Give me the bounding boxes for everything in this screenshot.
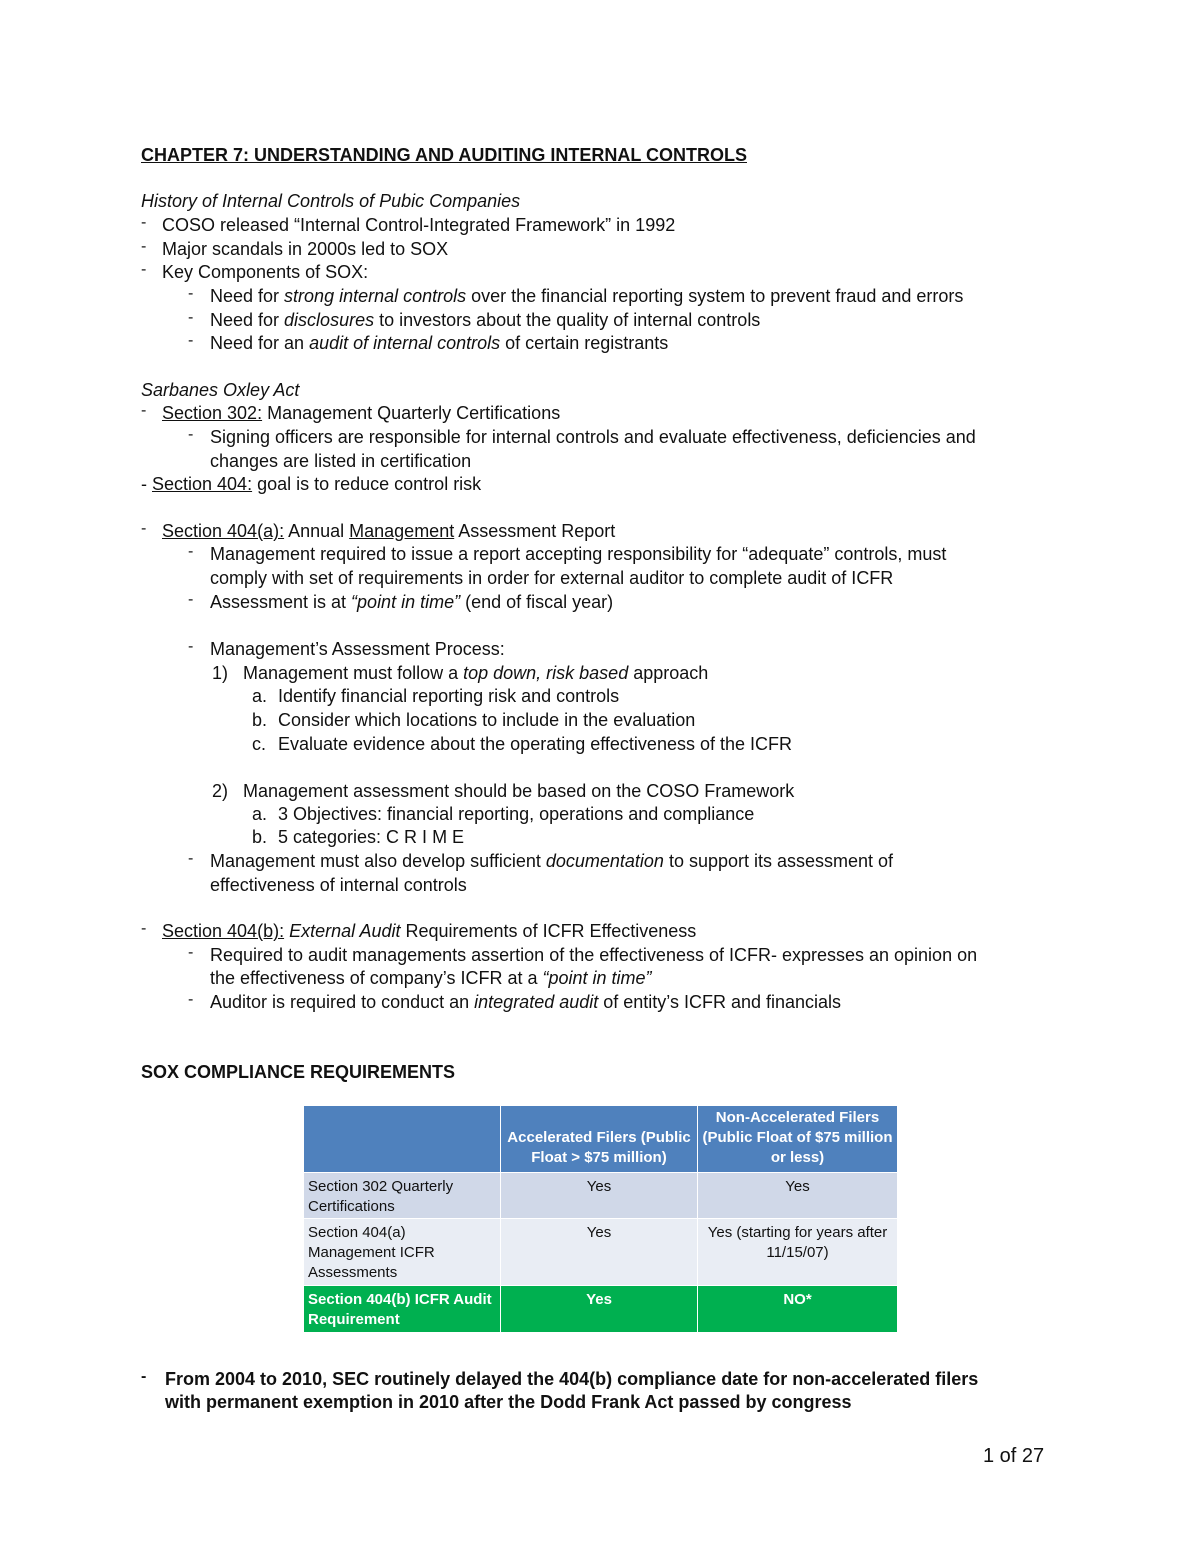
dash-marker: - [188,332,194,349]
page-number: 1 of 27 [983,1445,1045,1467]
table-row [304,1219,898,1286]
history-sub-strong-controls: Need for strong internal controls over the financial reporting system to prevent fraud and errors [210,286,964,306]
table-row [304,1173,898,1219]
compliance-heading: SOX COMPLIANCE REQUIREMENTS [141,1062,456,1082]
section-302-sub-cont: changes are listed in certification [210,451,472,471]
compliance-table [303,1105,898,1333]
dash-marker: - [188,285,194,302]
dash-marker: - [188,991,194,1008]
process-step-1a: Identify financial reporting risk and controls [278,686,620,706]
history-bullet-scandals: Major scandals in 2000s led to SOX [162,239,449,259]
table-header-cell [304,1106,501,1173]
dash-marker: - [188,850,194,867]
sox-heading: Sarbanes Oxley Act [141,380,300,400]
process-step-2: Management assessment should be based on the COSO Framework [243,781,795,801]
table-row-highlight [304,1286,898,1333]
history-sub-audit: Need for an audit of internal controls of certain registrants [210,333,669,353]
section-404-line: - Section 404: goal is to reduce control risk [141,474,482,494]
table-cell: Yes (starting for years after 11/15/07) [698,1219,898,1286]
table-header-row [304,1106,898,1173]
dash-marker: - [188,309,194,326]
table-cell: Yes [501,1173,698,1219]
history-heading: History of Internal Controls of Pubic Companies [141,191,521,211]
process-step-1b: Consider which locations to include in the evaluation [278,710,696,730]
section-404a-sub-report: Management required to issue a report accepting responsibility for “adequate” controls, must [210,544,947,564]
section-302-sub: Signing officers are responsible for internal controls and evaluate effectiveness, deficiencies and [210,427,976,447]
table-cell: Section 404(b) ICFR Audit Requirement [304,1286,501,1333]
section-404b-sub-integrated: Auditor is required to conduct an integrated audit of entity’s ICFR and financials [210,992,842,1012]
dash-marker: - [188,591,194,608]
dash-marker: - [141,402,147,419]
history-bullet-components: Key Components of SOX: [162,262,369,282]
letter-marker-b: b. [252,710,268,730]
section-404b-sub-assertion-cont: the effectiveness of company’s ICFR at a “point in time” [210,968,652,988]
history-bullet-coso: COSO released “Internal Control-Integrated Framework” in 1992 [162,215,676,235]
section-404a-sub-point-in-time: Assessment is at “point in time” (end of fiscal year) [210,592,614,612]
table-cell: Section 302 Quarterly Certifications [304,1173,501,1219]
dash-marker: - [188,543,194,560]
table-cell: Section 404(a) Management ICFR Assessments [304,1219,501,1286]
table-header-cell: Non-Accelerated Filers (Public Float of $75 million or less) [698,1106,898,1173]
dash-marker: - [141,261,147,278]
chapter-title: CHAPTER 7: UNDERSTANDING AND AUDITING INTERNAL CONTROLS [141,145,747,165]
number-marker-1: 1) [212,663,229,683]
dash-marker: - [141,920,147,937]
letter-marker-b: b. [252,827,268,847]
process-step-1: Management must follow a top down, risk based approach [243,663,709,683]
section-404a-line: Section 404(a): Annual Management Assessment Report [162,521,616,541]
section-404b-line: Section 404(b): External Audit Requirements of ICFR Effectiveness [162,921,697,941]
process-step-2a: 3 Objectives: financial reporting, operations and compliance [278,804,755,824]
section-302-line: Section 302: Management Quarterly Certifications [162,403,561,423]
dash-marker: - [141,214,147,231]
process-step-1c: Evaluate evidence about the operating effectiveness of the ICFR [278,734,792,754]
section-404a-sub-documentation-cont: effectiveness of internal controls [210,875,467,895]
history-sub-disclosures: Need for disclosures to investors about the quality of internal controls [210,310,761,330]
table-cell: Yes [501,1286,698,1333]
compliance-note-line2: with permanent exemption in 2010 after the Dodd Frank Act passed by congress [165,1392,852,1412]
dash-marker: - [188,426,194,443]
section-404b-sub-assertion: Required to audit managements assertion of the effectiveness of ICFR- expresses an opinion on [210,945,978,965]
letter-marker-c: c. [252,734,267,754]
dash-marker: - [188,638,194,655]
table-header-cell: Accelerated Filers (Public Float > $75 million) [501,1106,698,1173]
compliance-note-line1: From 2004 to 2010, SEC routinely delayed the 404(b) compliance date for non-accelerated filers [165,1369,979,1389]
number-marker-2: 2) [212,781,229,801]
table-cell: Yes [698,1173,898,1219]
dash-marker: - [141,520,147,537]
section-404a-sub-report-cont: comply with set of requirements in order for external auditor to complete audit of ICFR [210,568,894,588]
section-404a-sub-process: Management’s Assessment Process: [210,639,505,659]
table-cell: Yes [501,1219,698,1286]
letter-marker-a: a. [252,686,268,706]
letter-marker-a: a. [252,804,268,824]
dash-marker: - [141,1368,147,1385]
section-404a-sub-documentation: Management must also develop sufficient documentation to support its assessment of [210,851,894,871]
table-cell: NO* [698,1286,898,1333]
dash-marker: - [141,238,147,255]
process-step-2b: 5 categories: C R I M E [278,827,465,847]
dash-marker: - [188,944,194,961]
